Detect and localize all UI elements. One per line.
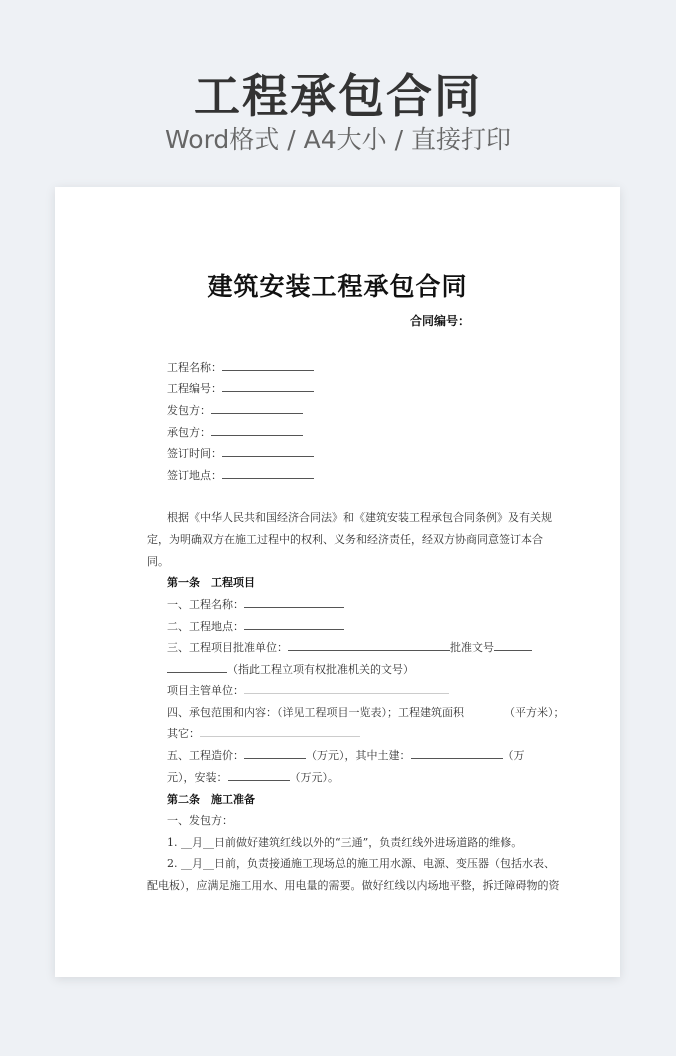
article-1-main-unit: 项目主管单位： [167, 682, 449, 698]
blank-line [167, 671, 227, 673]
blank-line [494, 649, 532, 651]
blank-line [222, 369, 314, 371]
article-1-item-4: 四、承包范围和内容：（详见工程项目一览表）；工程建筑面积 （平方米）； [167, 706, 565, 719]
blank-line [211, 412, 303, 414]
field-sign-place: 签订地点： [167, 467, 314, 483]
banner-subtitle: Word格式 / A4大小 / 直接打印 [165, 125, 511, 154]
intro-line-2: 定，为明确双方在施工过程中的权利、义务和经济责任，经双方协商同意签订本合 [147, 533, 543, 546]
field-employer: 发包方： [167, 402, 303, 418]
blank-line [211, 434, 303, 436]
blank-line [222, 455, 314, 457]
article-2-title: 第二条 施工准备 [167, 793, 255, 806]
intro-line-1: 根据《中华人民共和国经济合同法》和《建筑安装工程承包合同条例》及有关规 [167, 511, 552, 524]
field-project-name: 工程名称： [167, 359, 314, 375]
blank-line [200, 735, 360, 737]
blank-line [288, 649, 450, 651]
blank-line [228, 779, 290, 781]
article-2-para-1: 1. __月__日前做好建筑红线以外的“三通”，负责红线外进场道路的维修。 [167, 836, 523, 849]
blank-line [244, 757, 306, 759]
article-1-item-5-cont: 元），安装： （万元）。 [167, 771, 339, 784]
article-1-item-5: 五、工程造价： （万元），其中土建： （万 [167, 749, 525, 762]
blank-line [222, 477, 314, 479]
article-1-item-1: 一、工程名称： [167, 596, 344, 612]
field-project-number: 工程编号： [167, 380, 314, 396]
blank-line [244, 628, 344, 630]
blank-line [411, 757, 503, 759]
article-2-para-2-line-2: 配电板），应满足施工用水、用电量的需要。做好红线以内场地平整，拆迁障碍物的资 [147, 879, 560, 892]
article-1-title: 第一条 工程项目 [167, 576, 255, 589]
blank-line [244, 692, 449, 694]
document-title: 建筑安装工程承包合同 [207, 272, 468, 301]
article-1-item-3: 三、工程项目批准单位： 批准文号 [167, 639, 532, 655]
article-1-other: 其它： [167, 725, 360, 741]
intro-line-3: 同。 [147, 555, 169, 568]
contract-number-label: 合同编号： [410, 314, 471, 328]
blank-line [244, 606, 344, 608]
document-page [55, 187, 620, 977]
article-2-para-2-line-1: 2. __月__日前，负责接通施工现场总的施工用水源、电源、变压器（包括水表、 [167, 857, 555, 870]
article-2-item-1: 一、发包方： [167, 814, 233, 827]
blank-line [222, 390, 314, 392]
field-contractor: 承包方： [167, 424, 303, 440]
field-sign-time: 签订时间： [167, 445, 314, 461]
article-1-item-2: 二、工程地点： [167, 618, 344, 634]
article-1-item-3-note: （指此工程立项有权批准机关的文号） [167, 661, 414, 677]
banner-title: 工程承包合同 [194, 69, 482, 123]
